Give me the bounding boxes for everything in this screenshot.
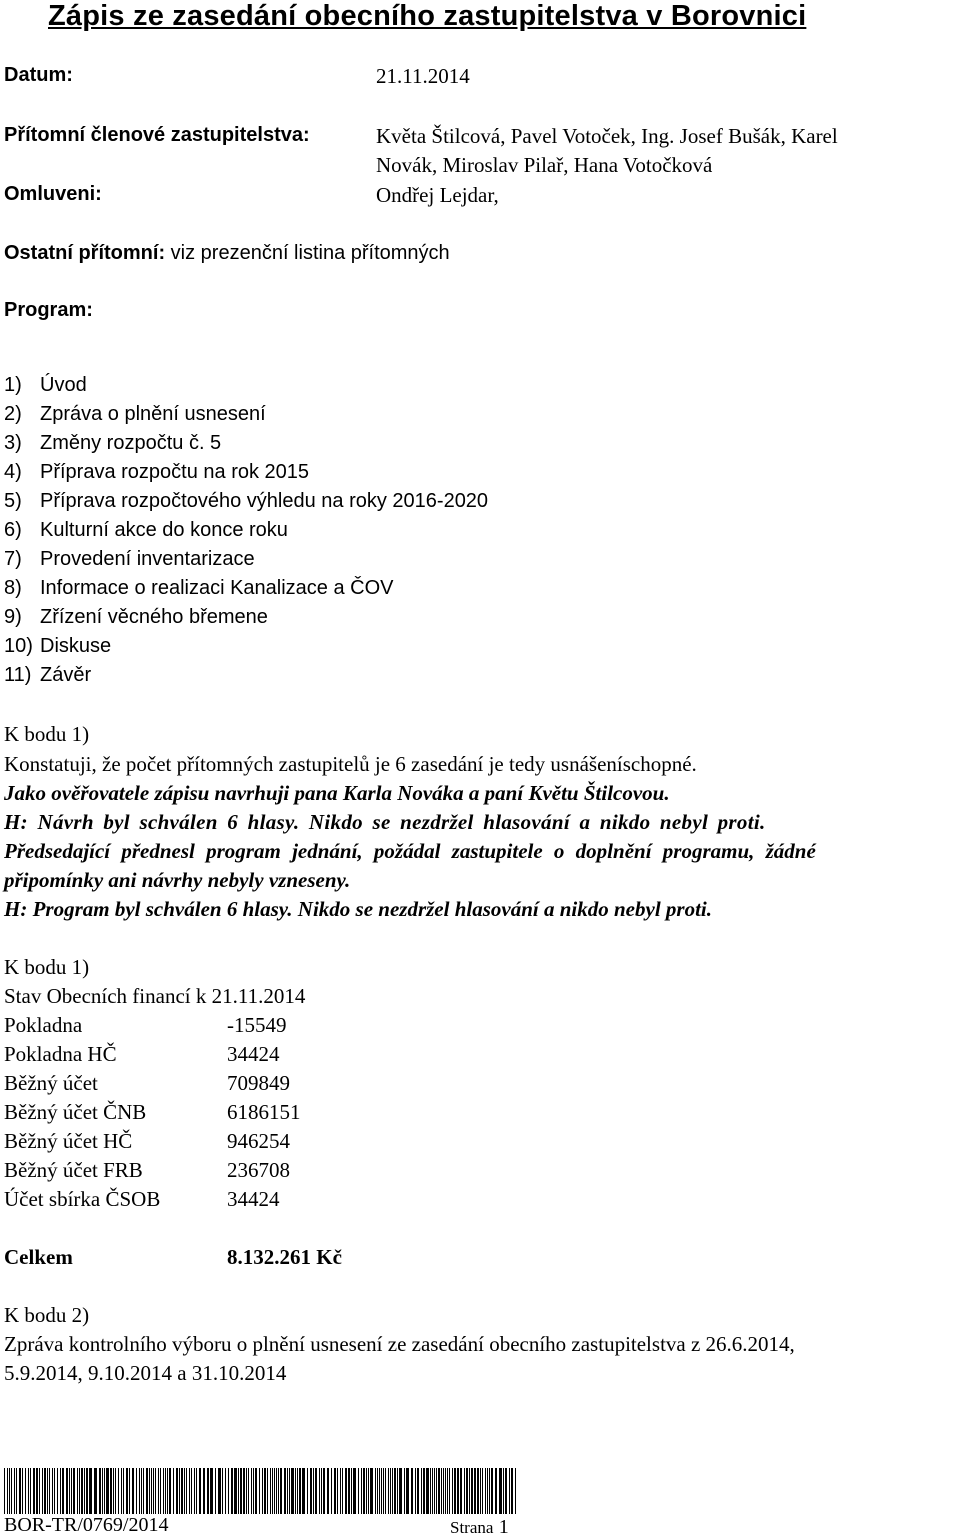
excused-label: Omluveni: <box>4 183 102 205</box>
program-item: 4) Příprava rozpočtu na rok 2015 <box>4 461 310 483</box>
page-label: Strana <box>450 1518 494 1537</box>
present-line-1: Květa Štilcová, Pavel Votoček, Ing. Josef Bušák, Karel <box>376 124 838 148</box>
section-1-line-5: připomínky ani návrhy nebyly vzneseny. <box>4 868 351 892</box>
program-item: 2) Zpráva o plnění usnesení <box>4 403 266 425</box>
program-item: 9) Zřízení věcného břemene <box>4 606 268 628</box>
program-item: 10) Diskuse <box>4 635 112 657</box>
section-1-line-6: H: Program byl schválen 6 hlasy. Nikdo se nezdržel hlasování a nikdo nebyl proti. <box>4 897 712 921</box>
present-line-2: Novák, Miroslav Pilař, Hana Votočková <box>376 153 713 177</box>
date-label: Datum: <box>4 64 73 86</box>
document-id: BOR-TR/0769/2014 <box>4 1514 169 1536</box>
page-title: Zápis ze zasedání obecního zastupitelstva v Borovnici <box>48 0 807 32</box>
program-item: 11) Závěr <box>4 664 92 686</box>
section-3-heading: K bodu 2) <box>4 1303 90 1327</box>
finance-total-value: 8.132.261 Kč <box>227 1245 342 1269</box>
program-item: 8) Informace o realizaci Kanalizace a ČOV <box>4 577 394 599</box>
program-item: 1) Úvod <box>4 374 87 396</box>
others-label: Ostatní přítomní: <box>4 242 166 264</box>
section-1-line-2: Jako ověřovatele zápisu navrhuji pana Karla Nováka a paní Květu Štilcovou. <box>4 781 670 805</box>
page-number <box>450 1514 509 1539</box>
program-item: 3) Změny rozpočtu č. 5 <box>4 432 222 454</box>
others-value: viz prezenční listina přítomných <box>165 242 450 264</box>
section-1-line-3: H: Návrh byl schválen 6 hlasy. Nikdo se nezdržel hlasování a nikdo nebyl proti. <box>4 810 766 834</box>
others-line <box>4 240 450 265</box>
program-item: 7) Provedení inventarizace <box>4 548 255 570</box>
program-label: Program: <box>4 299 93 321</box>
barcode-image <box>4 1468 520 1514</box>
section-1-line-4: Předsedající přednesl program jednání, požádal zastupitele o doplnění programu, žádné <box>4 839 816 863</box>
excused-value: Ondřej Lejdar, <box>376 183 499 207</box>
section-3-line-1: Zpráva kontrolního výboru o plnění usnesení ze zasedání obecního zastupitelstva z 26.6.2014, <box>4 1332 795 1356</box>
section-3-line-2: 5.9.2014, 9.10.2014 a 31.10.2014 <box>4 1361 287 1385</box>
section-1-heading: K bodu 1) <box>4 722 90 746</box>
program-item: 6) Kulturní akce do konce roku <box>4 519 288 541</box>
present-label: Přítomní členové zastupitelstva: <box>4 124 310 146</box>
section-2-heading: K bodu 1) <box>4 955 90 979</box>
finance-total-label: Celkem <box>4 1245 73 1269</box>
program-item: 5) Příprava rozpočtového výhledu na roky 2016-2020 <box>4 490 489 512</box>
finance-subtitle: Stav Obecních financí k 21.11.2014 <box>4 984 306 1008</box>
date-value: 21.11.2014 <box>376 64 470 88</box>
page-num: 1 <box>498 1516 509 1538</box>
section-1-line-1: Konstatuji, že počet přítomných zastupitelů je 6 zasedání je tedy usnášeníschopné. <box>4 752 697 776</box>
